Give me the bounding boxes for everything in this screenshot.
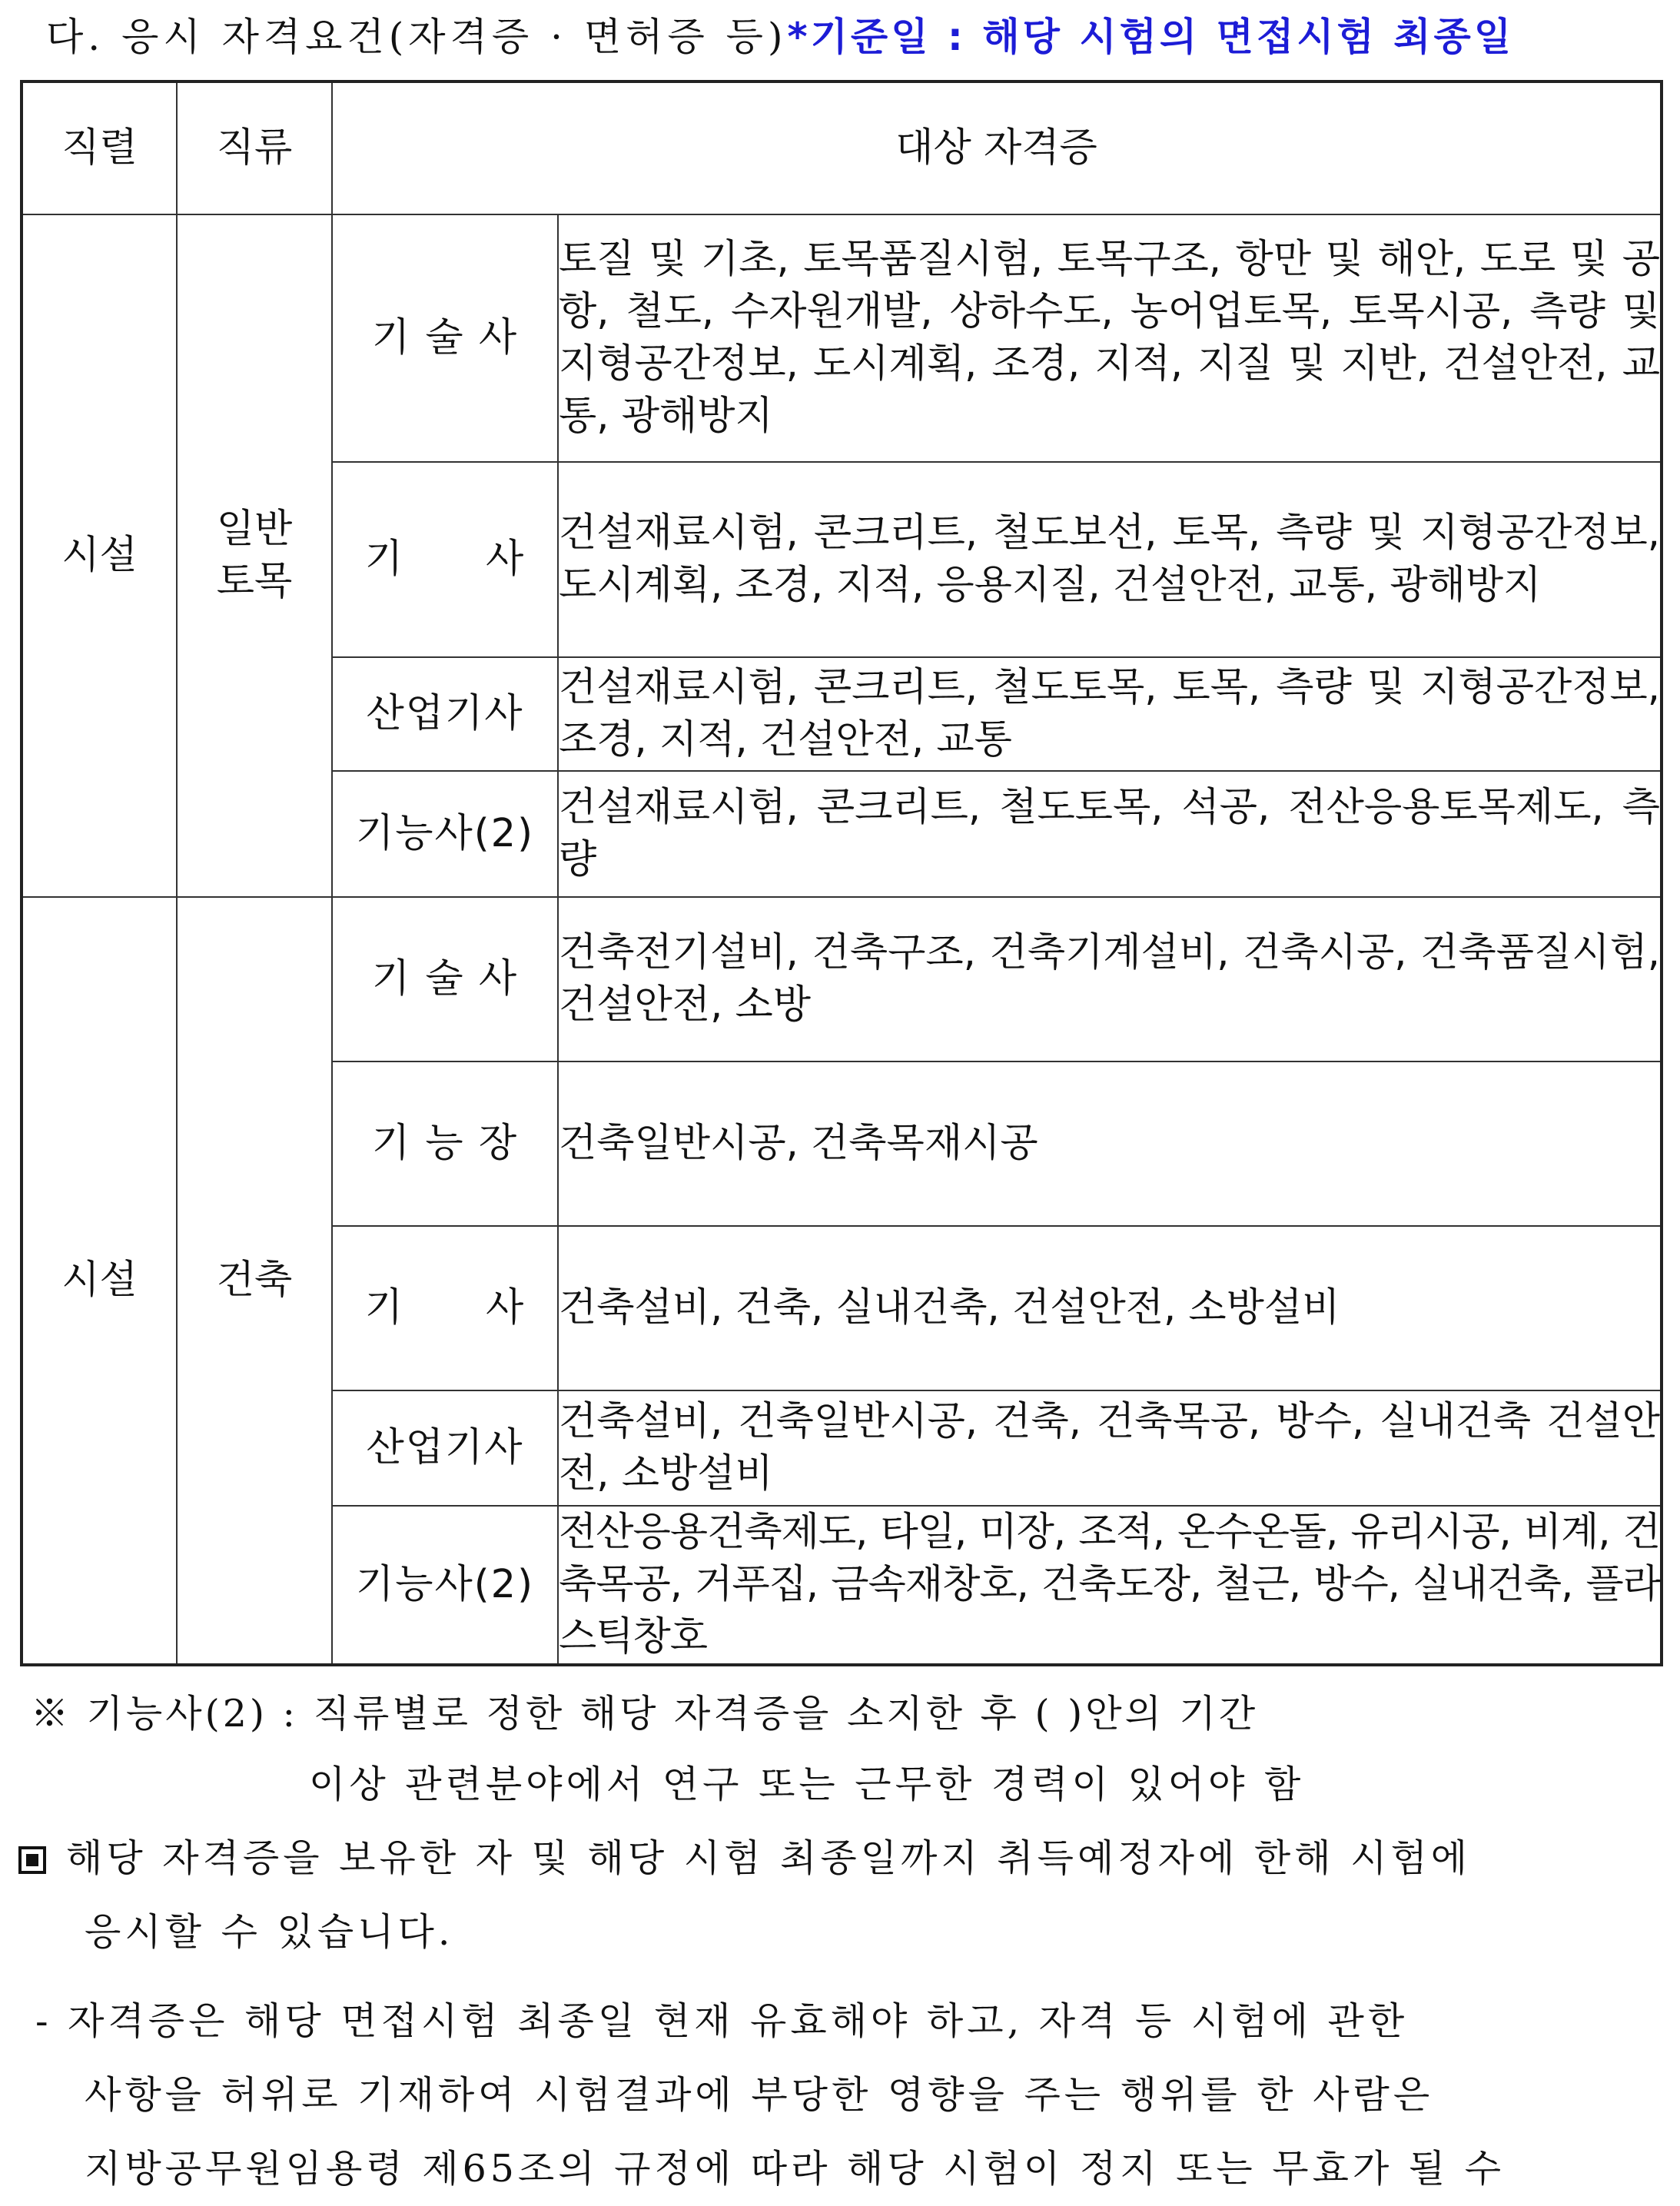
class-cell xyxy=(177,897,332,1665)
footnote xyxy=(31,1679,1304,1820)
licenses-cell: 토질 및 기초, 토목품질시험, 토목구조, 항만 및 해안, 도로 및 공항, 철도, 수자원개발, 상하수도, 농어업토목, 토목시공, 측량 및 지형공간정보, 도시계획, 조경, 지적, 지질 및 지반, 건설안전, 교통, 광해방지 xyxy=(558,214,1662,462)
footnote-line: ※ 기능사(2) : 직류별로 정한 해당 자격증을 소지한 후 ( )안의 기간 xyxy=(31,1692,1259,1736)
licenses-cell: 건설재료시험, 콘크리트, 철도토목, 석공, 전산응용토목제도, 측량 xyxy=(558,771,1662,897)
licenses-cell: 건축설비, 건축, 실내건축, 건설안전, 소방설비 xyxy=(558,1226,1662,1390)
licenses-cell: 전산응용건축제도, 타일, 미장, 조적, 온수온돌, 유리시공, 비계, 건축목공, 거푸집, 금속재창호, 건축도장, 철근, 방수, 실내건축, 플라스틱창호 xyxy=(558,1506,1662,1665)
square-bullet-icon xyxy=(18,1846,46,1874)
notice-line xyxy=(18,1822,1471,1895)
header-series: 직렬 xyxy=(22,81,177,214)
header-class: 직류 xyxy=(177,81,332,214)
licenses-cell: 건축전기설비, 건축구조, 건축기계설비, 건축시공, 건축품질시험, 건설안전, 소방 xyxy=(558,897,1662,1061)
class-line: 건축 xyxy=(216,1257,293,1303)
notice-line: 응시할 수 있습니다. xyxy=(85,1910,454,1954)
class-cell xyxy=(177,214,332,897)
licenses-cell: 건축일반시공, 건축목재시공 xyxy=(558,1061,1662,1226)
licenses-cell: 건설재료시험, 콘크리트, 철도토목, 토목, 측량 및 지형공간정보, 조경, 지적, 건설안전, 교통 xyxy=(558,657,1662,771)
level-cell: 산업기사 xyxy=(332,657,558,771)
level-cell: 기 사 xyxy=(332,1226,558,1390)
notice-paragraph xyxy=(18,1822,1471,1969)
level-cell: 산업기사 xyxy=(332,1390,558,1506)
section-heading xyxy=(46,6,1514,61)
level-cell: 기 사 xyxy=(332,462,558,657)
warning-line: - 자격증은 해당 면접시험 최종일 현재 유효해야 하고, 자격 등 시험에 관한 xyxy=(35,1999,1409,2043)
footnote-line: 이상 관련분야에서 연구 또는 근무한 경력이 있어야 함 xyxy=(309,1762,1305,1806)
class-line: 일반 xyxy=(216,507,293,552)
qualification-table xyxy=(20,80,1663,1666)
level-cell: 기능사(2) xyxy=(332,771,558,897)
table-row xyxy=(22,897,1662,1061)
level-cell: 기 술 사 xyxy=(332,897,558,1061)
licenses-cell: 건설재료시험, 콘크리트, 철도보선, 토목, 측량 및 지형공간정보, 도시계획, 조경, 지적, 응용지질, 건설안전, 교통, 광해방지 xyxy=(558,462,1662,657)
level-cell: 기 술 사 xyxy=(332,214,558,462)
level-cell: 기 능 장 xyxy=(332,1061,558,1226)
section-heading-title: 다. 응시 자격요건(자격증 · 면허증 등) xyxy=(46,15,788,59)
warning-paragraph xyxy=(18,1985,1505,2206)
level-cell: 기능사(2) xyxy=(332,1506,558,1665)
licenses-cell: 건축설비, 건축일반시공, 건축, 건축목공, 방수, 실내건축 건설안전, 소방설비 xyxy=(558,1390,1662,1506)
table-header-row xyxy=(22,81,1662,214)
class-line: 토목 xyxy=(216,559,293,604)
notice-line-text: 해당 자격증을 보유한 자 및 해당 시험 최종일까지 취득예정자에 한해 시험에 xyxy=(66,1836,1472,1880)
series-cell: 시설 xyxy=(22,214,177,897)
warning-line: 사항을 허위로 기재하여 시험결과에 부당한 영향을 주는 행위를 한 사람은 xyxy=(85,2073,1434,2117)
warning-line: 지방공무원임용령 제65조의 규정에 따라 해당 시험이 정지 또는 무효가 될 수 xyxy=(85,2147,1506,2191)
reference-date-note: *기준일 : 해당 시험의 면접시험 최종일 xyxy=(787,15,1515,59)
header-licenses: 대상 자격증 xyxy=(332,81,1662,214)
series-cell: 시설 xyxy=(22,897,177,1665)
table-row xyxy=(22,214,1662,462)
